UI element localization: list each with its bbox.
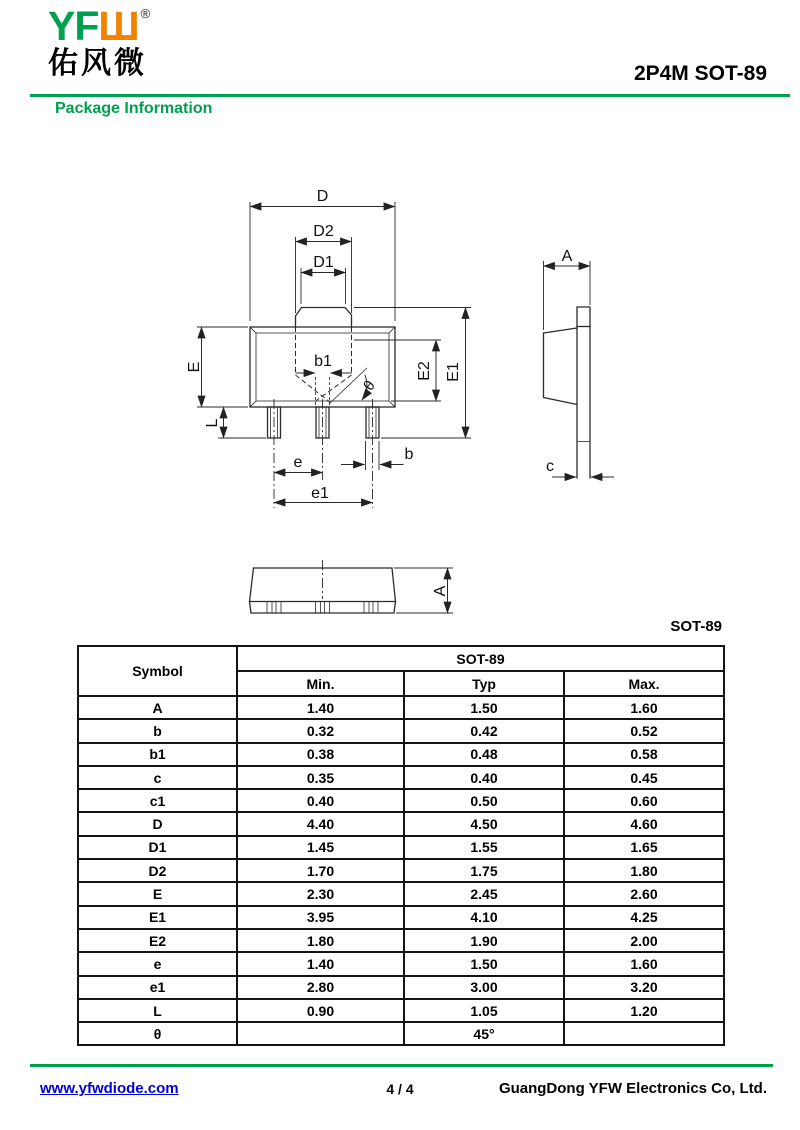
dim-label-D: D [316,188,329,205]
symbol-cell: E [78,882,237,905]
dimension-table [77,645,725,1046]
max-cell: 0.52 [564,719,724,742]
table-row [78,812,724,835]
table-row [78,882,724,905]
dim-label-b: b [404,446,414,463]
logo-chinese-name: 佑风微 [48,47,147,80]
max-cell: 2.60 [564,882,724,905]
logo-yf-text: YF [48,3,99,49]
side-view-drawing [544,248,615,478]
company-logo [48,3,150,80]
header-divider [30,94,790,97]
dim-label-L: L [204,418,221,428]
max-cell [564,1022,724,1045]
max-cell: 0.45 [564,766,724,789]
table-row [78,743,724,766]
dim-label-A-front: A [432,585,449,597]
min-cell: 2.30 [237,882,404,905]
symbol-cell: b1 [78,743,237,766]
package-outline-drawing [0,130,800,650]
typ-cell: 1.75 [404,859,564,882]
min-cell: 0.35 [237,766,404,789]
min-cell: 1.70 [237,859,404,882]
logo-w-glyph: Ш [98,3,139,49]
max-cell: 0.58 [564,743,724,766]
section-title: Package Information [55,100,213,117]
typ-cell: 2.45 [404,882,564,905]
dim-label-e: e [293,454,303,471]
max-cell: 4.25 [564,906,724,929]
dim-label-E2: E2 [416,361,433,381]
logo-wordmark [48,3,150,49]
column-header: Max. [564,671,724,696]
max-cell: 3.20 [564,976,724,999]
table-row [78,929,724,952]
symbol-cell: e [78,952,237,975]
typ-cell: 0.40 [404,766,564,789]
typ-cell: 3.00 [404,976,564,999]
package-group-header: SOT-89 [237,646,724,671]
max-cell: 1.60 [564,952,724,975]
table-row [78,1022,724,1045]
symbol-cell: A [78,696,237,719]
max-cell: 2.00 [564,929,724,952]
symbol-cell: D [78,812,237,835]
typ-cell: 0.48 [404,743,564,766]
symbol-cell: E2 [78,929,237,952]
symbol-cell: c1 [78,789,237,812]
column-header: Min. [237,671,404,696]
typ-cell: 0.42 [404,719,564,742]
typ-cell: 4.10 [404,906,564,929]
symbol-cell: L [78,999,237,1022]
typ-cell: 45° [404,1022,564,1045]
table-row [78,719,724,742]
column-header: Typ [404,671,564,696]
front-view-drawing [250,560,454,613]
table-row [78,859,724,882]
dim-label-theta: θ [360,377,379,395]
table-header-row-1 [78,646,724,671]
symbol-cell: E1 [78,906,237,929]
page-title: 2P4M SOT-89 [633,62,767,85]
dim-label-E: E [186,361,203,373]
table-row [78,836,724,859]
top-view-drawing [186,188,471,508]
registered-trademark-icon: ® [140,6,150,21]
symbol-cell: c [78,766,237,789]
min-cell [237,1022,404,1045]
min-cell: 4.40 [237,812,404,835]
dim-label-A-side: A [561,248,573,265]
table-row [78,906,724,929]
max-cell: 1.80 [564,859,724,882]
max-cell: 1.65 [564,836,724,859]
table-row [78,766,724,789]
symbol-cell: e1 [78,976,237,999]
min-cell: 0.38 [237,743,404,766]
max-cell: 0.60 [564,789,724,812]
dim-label-E1: E1 [445,362,462,382]
table-row [78,952,724,975]
page-number: 4 / 4 [386,1081,414,1097]
max-cell: 1.60 [564,696,724,719]
min-cell: 3.95 [237,906,404,929]
table-row [78,789,724,812]
max-cell: 1.20 [564,999,724,1022]
table-caption: SOT-89 [670,618,722,635]
typ-cell: 1.05 [404,999,564,1022]
symbol-column-header: Symbol [78,646,237,696]
typ-cell: 1.50 [404,952,564,975]
min-cell: 0.32 [237,719,404,742]
dim-label-e1: e1 [311,485,329,502]
min-cell: 0.40 [237,789,404,812]
dim-label-c: c [546,458,554,475]
min-cell: 2.80 [237,976,404,999]
min-cell: 1.45 [237,836,404,859]
typ-cell: 1.55 [404,836,564,859]
dim-label-b1: b1 [314,353,332,370]
min-cell: 0.90 [237,999,404,1022]
dim-label-D2: D2 [313,223,334,240]
typ-cell: 1.90 [404,929,564,952]
table-row [78,999,724,1022]
symbol-cell: b [78,719,237,742]
typ-cell: 0.50 [404,789,564,812]
table-row [78,976,724,999]
max-cell: 4.60 [564,812,724,835]
website-link[interactable]: www.yfwdiode.com [40,1080,179,1097]
min-cell: 1.40 [237,952,404,975]
company-name: GuangDong YFW Electronics Co, Ltd. [498,1080,767,1097]
footer-divider [30,1064,773,1067]
min-cell: 1.40 [237,696,404,719]
typ-cell: 1.50 [404,696,564,719]
dim-label-D1: D1 [313,254,334,271]
symbol-cell: D1 [78,836,237,859]
table-row [78,696,724,719]
min-cell: 1.80 [237,929,404,952]
typ-cell: 4.50 [404,812,564,835]
symbol-cell: θ [78,1022,237,1045]
symbol-cell: D2 [78,859,237,882]
